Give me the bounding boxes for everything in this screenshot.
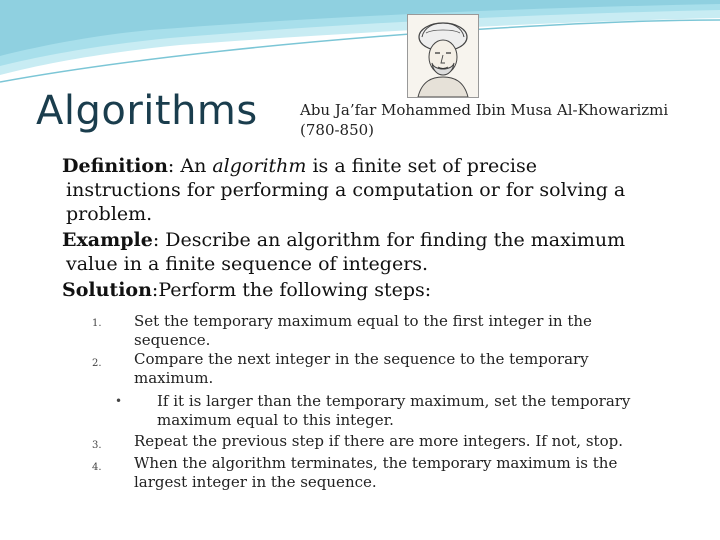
definition-term: algorithm [212,155,307,177]
step-number: 4. [92,462,102,473]
step-line-1: Set the temporary maximum equal to the first integer in the [134,312,592,330]
example-label: Example [62,229,153,251]
step-text [157,392,677,430]
definition-line-2: instructions for performing a computation or for solving a [66,179,626,201]
definition-label: Definition [62,155,168,177]
step-line-1: Compare the next integer in the sequence to the temporary [134,350,589,368]
example-paragraph [62,228,702,276]
step-text [134,454,674,492]
slide-title: Algorithms [36,88,258,134]
step-line-2: largest integer in the sequence. [134,473,377,491]
step-line-1: Repeat the previous step if there are more integers. If not, stop. [134,432,623,450]
step-line-1: If it is larger than the temporary maximum, set the temporary [157,392,631,410]
step-text [134,350,674,388]
step-line-2: maximum equal to this integer. [157,411,394,429]
solution-text: :Perform the following steps: [151,279,432,301]
caption-name: Abu Ja’far Mohammed Ibin Musa Al-Khowarizmi [300,101,669,119]
portrait-caption [300,100,668,140]
step-text [134,432,674,451]
caption-years: (780-850) [300,121,375,139]
bullet-icon: • [115,394,123,408]
step-text [134,312,674,350]
step-number: 3. [92,440,102,451]
example-text: : Describe an algorithm for finding the maximum [152,229,626,251]
solution-paragraph [62,278,702,302]
step-number: 2. [92,358,102,369]
definition-text-after: is a finite set of precise [306,155,537,177]
definition-text-before: : An [167,155,213,177]
step-line-2: maximum. [134,369,214,387]
definition-line-3: problem. [66,203,153,225]
step-number: 1. [92,318,102,329]
step-line-2: sequence. [134,331,211,349]
step-line-1: When the algorithm terminates, the temporary maximum is the [134,454,618,472]
portrait-image [407,14,479,98]
solution-label: Solution [62,279,152,301]
definition-paragraph [62,154,702,226]
slide-body [62,154,702,304]
top-wave-decoration [0,0,720,90]
portrait-of-al-khowarizmi-icon [408,15,478,97]
example-line-2: value in a finite sequence of integers. [66,253,429,275]
